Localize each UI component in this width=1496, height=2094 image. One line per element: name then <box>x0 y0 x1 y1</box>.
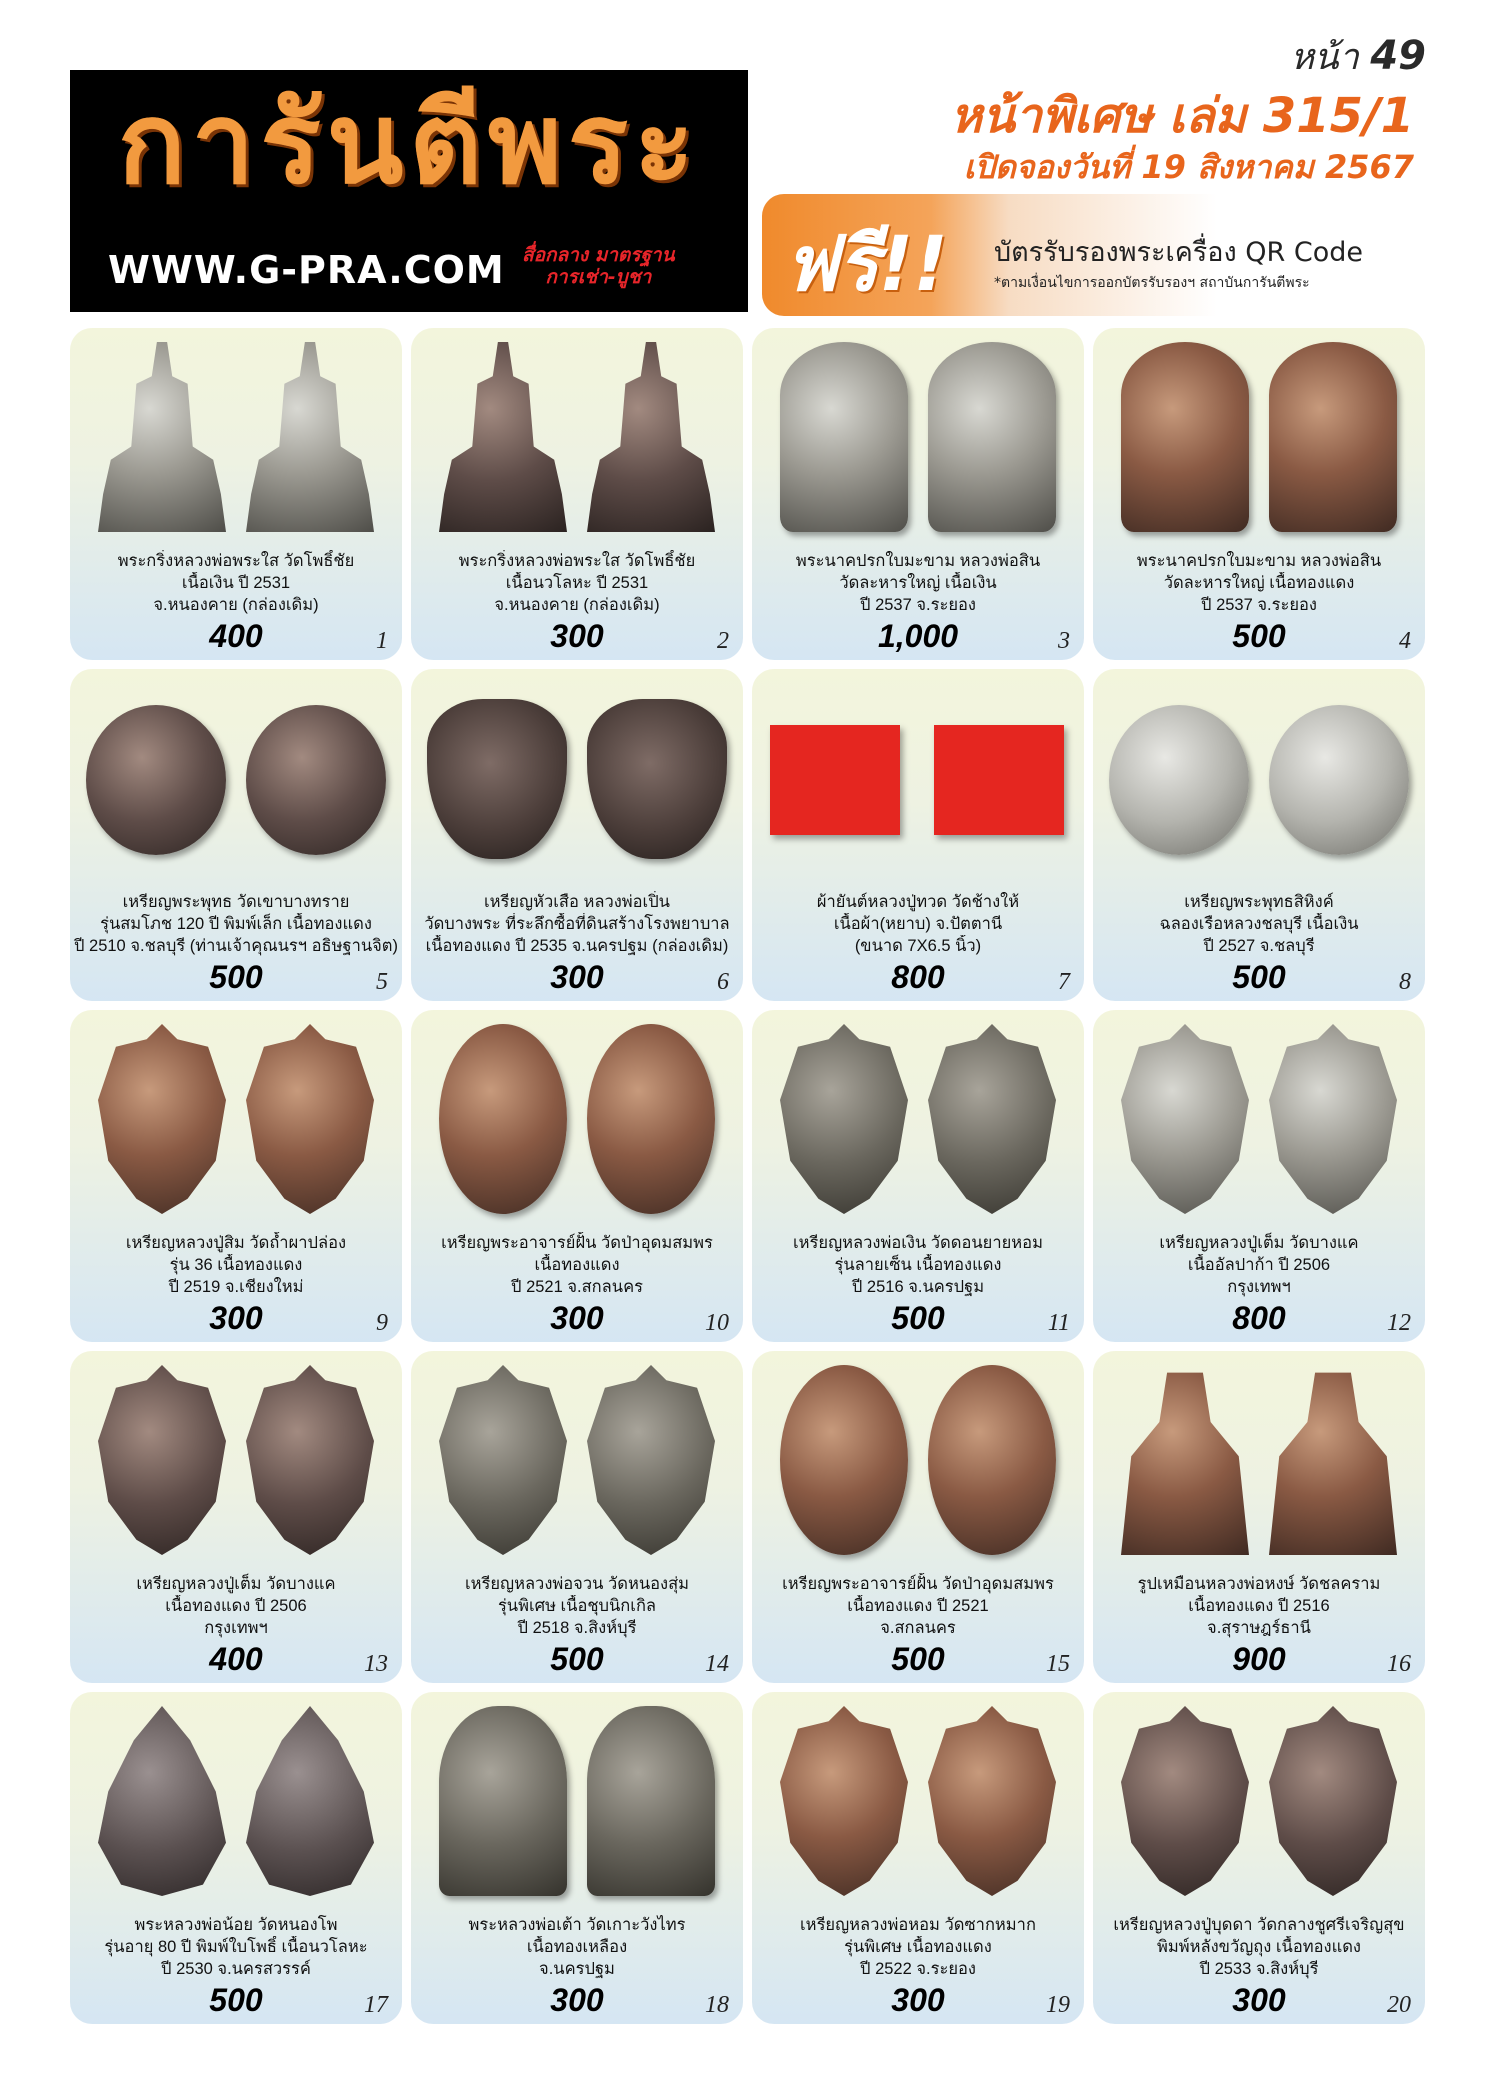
amulet-photos <box>1093 1692 1425 1902</box>
amulet-card[interactable] <box>1093 328 1425 660</box>
amulet-front-image <box>1121 342 1249 532</box>
item-number: 10 <box>705 1310 729 1336</box>
amulet-back-image <box>246 705 386 855</box>
description-line: ฉลองเรือหลวงชลบุรี เนื้อเงิน <box>1159 915 1359 933</box>
amulet-description <box>70 1573 402 1639</box>
amulet-card[interactable] <box>752 1351 1084 1683</box>
description-line: เนื้อทองแดง ปี 2516 <box>1188 1597 1330 1615</box>
amulet-description <box>1093 1232 1425 1298</box>
description-line: เนื้อทองแดง ปี 2521 <box>847 1597 989 1615</box>
amulet-description <box>752 891 1084 957</box>
amulet-description <box>411 1573 743 1639</box>
amulet-description <box>70 1914 402 1980</box>
amulet-front-image <box>780 1706 908 1896</box>
amulet-description <box>752 1232 1084 1298</box>
description-line: รูปเหมือนหลวงพ่อหงษ์ วัดชลคราม <box>1137 1575 1381 1593</box>
amulet-price: 500 <box>209 959 263 995</box>
amulet-card[interactable] <box>752 1692 1084 2024</box>
amulet-price: 800 <box>891 959 945 995</box>
amulet-back-image <box>587 1706 715 1896</box>
logo-url: WWW.G-PRA.COM <box>108 248 505 292</box>
description-line: เนื้อเงิน ปี 2531 <box>181 574 291 592</box>
amulet-price: 900 <box>1232 1641 1286 1677</box>
amulet-front-image <box>780 1024 908 1214</box>
amulet-photos <box>1093 1351 1425 1561</box>
amulet-photos <box>411 1351 743 1561</box>
amulet-price: 300 <box>209 1300 263 1336</box>
amulet-description <box>411 1914 743 1980</box>
item-number: 15 <box>1046 1651 1070 1677</box>
description-line: จ.สกลนคร <box>880 1619 956 1637</box>
amulet-price: 400 <box>209 618 263 654</box>
amulet-price: 300 <box>1232 1982 1286 2018</box>
page-number <box>1290 28 1426 85</box>
description-line: ปี 2521 จ.สกลนคร <box>511 1278 643 1296</box>
amulet-front-image <box>98 342 226 532</box>
amulet-back-image <box>1269 342 1397 532</box>
amulet-description <box>752 550 1084 616</box>
description-line: (ขนาด 7X6.5 นิ้ว) <box>854 937 982 955</box>
description-line: เหรียญหลวงพ่อเงิน วัดดอนยายหอม <box>793 1234 1043 1252</box>
free-certificate-banner <box>762 194 1412 316</box>
description-line: เนื้อทองเหลือง <box>526 1938 628 1956</box>
amulet-front-image <box>1121 1365 1249 1555</box>
amulet-back-image <box>587 699 727 859</box>
amulet-back-image <box>928 342 1056 532</box>
item-number: 13 <box>364 1651 388 1677</box>
description-line: กรุงเทพฯ <box>1227 1278 1291 1296</box>
amulet-photos <box>752 669 1084 879</box>
amulet-photos <box>752 1692 1084 1902</box>
amulet-back-image <box>1269 1024 1397 1214</box>
amulet-card[interactable] <box>1093 1010 1425 1342</box>
description-line: รุ่น 36 เนื้อทองแดง <box>169 1256 303 1274</box>
description-line: ปี 2533 จ.สิงห์บุรี <box>1199 1960 1319 1978</box>
description-line: ผ้ายันต์หลวงปู่ทวด วัดช้างให้ <box>816 893 1020 911</box>
amulet-card[interactable] <box>752 669 1084 1001</box>
amulet-price: 300 <box>550 1982 604 2018</box>
item-number: 9 <box>376 1310 388 1336</box>
amulet-front-image <box>780 1365 908 1555</box>
amulet-front-image <box>98 1024 226 1214</box>
description-line: เหรียญหลวงพ่อหอม วัดซากหมาก <box>800 1916 1036 1934</box>
description-line: จ.สุราษฎร์ธานี <box>1207 1619 1311 1637</box>
amulet-front-image <box>427 699 567 859</box>
description-line: พระหลวงพ่อน้อย วัดหนองโพ <box>134 1916 338 1934</box>
amulet-card[interactable] <box>1093 1692 1425 2024</box>
amulet-back-image <box>246 1706 374 1896</box>
amulet-photos <box>411 669 743 879</box>
amulet-card[interactable] <box>70 1692 402 2024</box>
description-line: เหรียญหลวงปู่เต็ม วัดบางแค <box>1159 1234 1359 1252</box>
amulet-price: 300 <box>891 1982 945 2018</box>
item-number: 14 <box>705 1651 729 1677</box>
amulet-front-image <box>770 725 900 835</box>
description-line: เนื้อทองแดง ปี 2506 <box>165 1597 307 1615</box>
description-line: เหรียญพระอาจารย์ฝั้น วัดป่าอุดมสมพร <box>782 1575 1054 1593</box>
logo-tagline-line: การเช่า-บูชา <box>545 266 652 288</box>
amulet-photos <box>752 328 1084 538</box>
amulet-back-image <box>587 1365 715 1555</box>
amulet-back-image <box>587 1024 715 1214</box>
amulet-back-image <box>928 1706 1056 1896</box>
amulet-front-image <box>1109 705 1249 855</box>
item-number: 11 <box>1047 1310 1070 1336</box>
page-number-label: หน้า <box>1290 37 1359 78</box>
description-line: รุ่นพิเศษ เนื้อทองแดง <box>844 1938 992 1956</box>
amulet-grid <box>70 328 1426 2062</box>
amulet-front-image <box>439 1706 567 1896</box>
amulet-price: 300 <box>550 1300 604 1336</box>
amulet-description <box>1093 1914 1425 1980</box>
booking-date: เปิดจองวันที่ 19 สิงหาคม 2567 <box>963 148 1414 186</box>
amulet-description <box>752 1573 1084 1639</box>
description-line: ปี 2537 จ.ระยอง <box>1201 596 1317 614</box>
amulet-card[interactable] <box>411 1351 743 1683</box>
description-line: วัดละหารใหญ่ เนื้อทองแดง <box>1163 574 1355 592</box>
amulet-back-image <box>1269 705 1409 855</box>
amulet-front-image <box>1121 1706 1249 1896</box>
amulet-photos <box>70 1351 402 1561</box>
amulet-back-image <box>246 342 374 532</box>
item-number: 2 <box>717 628 729 654</box>
amulet-front-image <box>439 1365 567 1555</box>
amulet-price: 500 <box>891 1300 945 1336</box>
item-number: 16 <box>1387 1651 1411 1677</box>
amulet-description <box>1093 891 1425 957</box>
amulet-price: 300 <box>550 618 604 654</box>
description-line: พิมพ์หลังขวัญถุง เนื้อทองแดง <box>1157 1938 1361 1956</box>
description-line: เนื้อทองแดง <box>534 1256 620 1274</box>
amulet-back-image <box>246 1365 374 1555</box>
amulet-front-image <box>98 1706 226 1896</box>
logo-title: การันตีพระ <box>117 79 701 209</box>
amulet-back-image <box>246 1024 374 1214</box>
amulet-card[interactable] <box>70 328 402 660</box>
item-number: 4 <box>1399 628 1411 654</box>
amulet-card[interactable] <box>70 1351 402 1683</box>
description-line: เนื้อผ้า(หยาบ) จ.ปัตตานี <box>833 915 1003 933</box>
description-line: รุ่นสมโภช 120 ปี พิมพ์เล็ก เนื้อทองแดง <box>100 915 372 933</box>
page-number-value: 49 <box>1370 33 1426 79</box>
description-line: ปี 2530 จ.นครสวรรค์ <box>161 1960 311 1978</box>
amulet-price: 500 <box>1232 959 1286 995</box>
item-number: 3 <box>1058 628 1070 654</box>
description-line: จ.หนองคาย (กล่องเดิม) <box>153 596 319 614</box>
free-label: ฟรี!! <box>784 219 948 308</box>
item-number: 1 <box>376 628 388 654</box>
amulet-price: 500 <box>209 1982 263 2018</box>
amulet-card[interactable] <box>411 1692 743 2024</box>
amulet-photos <box>411 328 743 538</box>
amulet-back-image <box>587 342 715 532</box>
amulet-card[interactable] <box>411 1010 743 1342</box>
description-line: พระนาคปรกใบมะขาม หลวงพ่อสิน <box>1136 552 1382 570</box>
description-line: ปี 2527 จ.ชลบุรี <box>1203 937 1315 955</box>
description-line: ปี 2518 จ.สิงห์บุรี <box>517 1619 637 1637</box>
item-number: 18 <box>705 1992 729 2018</box>
description-line: เหรียญหลวงปู่สิม วัดถ้ำผาปล่อง <box>125 1234 347 1252</box>
description-line: รุ่นอายุ 80 ปี พิมพ์ใบโพธิ์ เนื้อนวโลหะ <box>104 1938 368 1956</box>
amulet-price: 800 <box>1232 1300 1286 1336</box>
description-line: วัดละหารใหญ่ เนื้อเงิน <box>839 574 997 592</box>
free-offer-text: บัตรรับรองพระเครื่อง QR Code <box>994 237 1364 268</box>
amulet-photos <box>411 1692 743 1902</box>
description-line: พระหลวงพ่อเต้า วัดเกาะวังไทร <box>468 1916 686 1934</box>
description-line: พระนาคปรกใบมะขาม หลวงพ่อสิน <box>795 552 1041 570</box>
description-line: ปี 2537 จ.ระยอง <box>860 596 976 614</box>
amulet-description <box>411 550 743 616</box>
amulet-photos <box>752 1351 1084 1561</box>
amulet-photos <box>1093 669 1425 879</box>
amulet-description <box>70 1232 402 1298</box>
description-line: เหรียญพระอาจารย์ฝั้น วัดป่าอุดมสมพร <box>441 1234 713 1252</box>
amulet-price: 500 <box>550 1641 604 1677</box>
item-number: 5 <box>376 969 388 995</box>
amulet-photos <box>411 1010 743 1220</box>
description-line: เหรียญหลวงปู่เต็ม วัดบางแค <box>136 1575 336 1593</box>
amulet-description <box>1093 1573 1425 1639</box>
amulet-description <box>752 1914 1084 1980</box>
description-line: เนื้ออัลปาก้า ปี 2506 <box>1187 1256 1331 1274</box>
item-number: 20 <box>1387 1992 1411 2018</box>
description-line: เนื้อนวโลหะ ปี 2531 <box>505 574 649 592</box>
description-line: ปี 2522 จ.ระยอง <box>860 1960 976 1978</box>
amulet-front-image <box>98 1365 226 1555</box>
description-line: ปี 2519 จ.เชียงใหม่ <box>168 1278 304 1296</box>
amulet-photos <box>70 669 402 879</box>
amulet-card[interactable] <box>70 669 402 1001</box>
description-line: เหรียญพระพุทธ วัดเขาบางทราย <box>122 893 350 911</box>
description-line: เหรียญหลวงปู่บุดดา วัดกลางชูศรีเจริญสุข <box>1113 1916 1405 1934</box>
description-line: รุ่นพิเศษ เนื้อชุบนิกเกิล <box>497 1597 657 1615</box>
amulet-price: 500 <box>1232 618 1286 654</box>
amulet-price: 400 <box>209 1641 263 1677</box>
amulet-photos <box>1093 328 1425 538</box>
amulet-back-image <box>928 1365 1056 1555</box>
amulet-price: 500 <box>891 1641 945 1677</box>
amulet-card[interactable] <box>411 328 743 660</box>
amulet-back-image <box>1269 1365 1397 1555</box>
amulet-card[interactable] <box>752 328 1084 660</box>
amulet-back-image <box>934 725 1064 835</box>
amulet-description <box>70 550 402 616</box>
amulet-card[interactable] <box>70 1010 402 1342</box>
issue-title: หน้าพิเศษ เล่ม 315/1 <box>950 88 1414 144</box>
amulet-front-image <box>439 1024 567 1214</box>
description-line: ปี 2516 จ.นครปฐม <box>851 1278 985 1296</box>
description-line: จ.นครปฐม <box>539 1960 615 1978</box>
amulet-description <box>70 891 402 957</box>
amulet-card[interactable] <box>411 669 743 1001</box>
description-line: เหรียญหัวเสือ หลวงพ่อเปิ่น <box>484 893 670 911</box>
amulet-price: 300 <box>550 959 604 995</box>
free-offer-note: *ตามเงื่อนไขการออกบัตรรับรองฯ สถาบันการันตีพระ <box>994 275 1310 291</box>
description-line: พระกริ่งหลวงพ่อพระใส วัดโพธิ์ชัย <box>458 552 696 570</box>
item-number: 6 <box>717 969 729 995</box>
description-line: จ.หนองคาย (กล่องเดิม) <box>494 596 660 614</box>
item-number: 19 <box>1046 1992 1070 2018</box>
amulet-photos <box>752 1010 1084 1220</box>
brand-logo <box>70 70 748 312</box>
description-line: เหรียญพระพุทธสิหิงค์ <box>1184 893 1334 911</box>
item-number: 8 <box>1399 969 1411 995</box>
item-number: 17 <box>364 1992 388 2018</box>
description-line: เนื้อทองแดง ปี 2535 จ.นครปฐม (กล่องเดิม) <box>425 937 729 955</box>
item-number: 7 <box>1058 969 1070 995</box>
item-number: 12 <box>1387 1310 1411 1336</box>
description-line: ปี 2510 จ.ชลบุรี (ท่านเจ้าคุณนรฯ อธิษฐานจิต) <box>73 937 399 955</box>
amulet-card[interactable] <box>1093 669 1425 1001</box>
amulet-back-image <box>928 1024 1056 1214</box>
amulet-photos <box>70 1692 402 1902</box>
amulet-front-image <box>439 342 567 532</box>
description-line: เหรียญหลวงพ่อจวน วัดหนองสุ่ม <box>464 1575 690 1593</box>
logo-tagline <box>522 244 675 288</box>
description-line: กรุงเทพฯ <box>204 1619 268 1637</box>
amulet-photos <box>70 328 402 538</box>
amulet-description <box>411 891 743 957</box>
amulet-photos <box>1093 1010 1425 1220</box>
amulet-description <box>411 1232 743 1298</box>
amulet-front-image <box>780 342 908 532</box>
description-line: พระกริ่งหลวงพ่อพระใส วัดโพธิ์ชัย <box>117 552 355 570</box>
description-line: รุ่นลายเซ็น เนื้อทองแดง <box>834 1256 1002 1274</box>
amulet-front-image <box>1121 1024 1249 1214</box>
amulet-card[interactable] <box>1093 1351 1425 1683</box>
amulet-description <box>1093 550 1425 616</box>
description-line: วัดบางพระ ที่ระลึกซื้อที่ดินสร้างโรงพยาบาล <box>424 915 730 933</box>
logo-tagline-line: สื่อกลาง มาตรฐาน <box>522 244 675 266</box>
amulet-photos <box>70 1010 402 1220</box>
amulet-card[interactable] <box>752 1010 1084 1342</box>
amulet-back-image <box>1269 1706 1397 1896</box>
amulet-price: 1,000 <box>877 618 959 654</box>
amulet-front-image <box>86 705 226 855</box>
